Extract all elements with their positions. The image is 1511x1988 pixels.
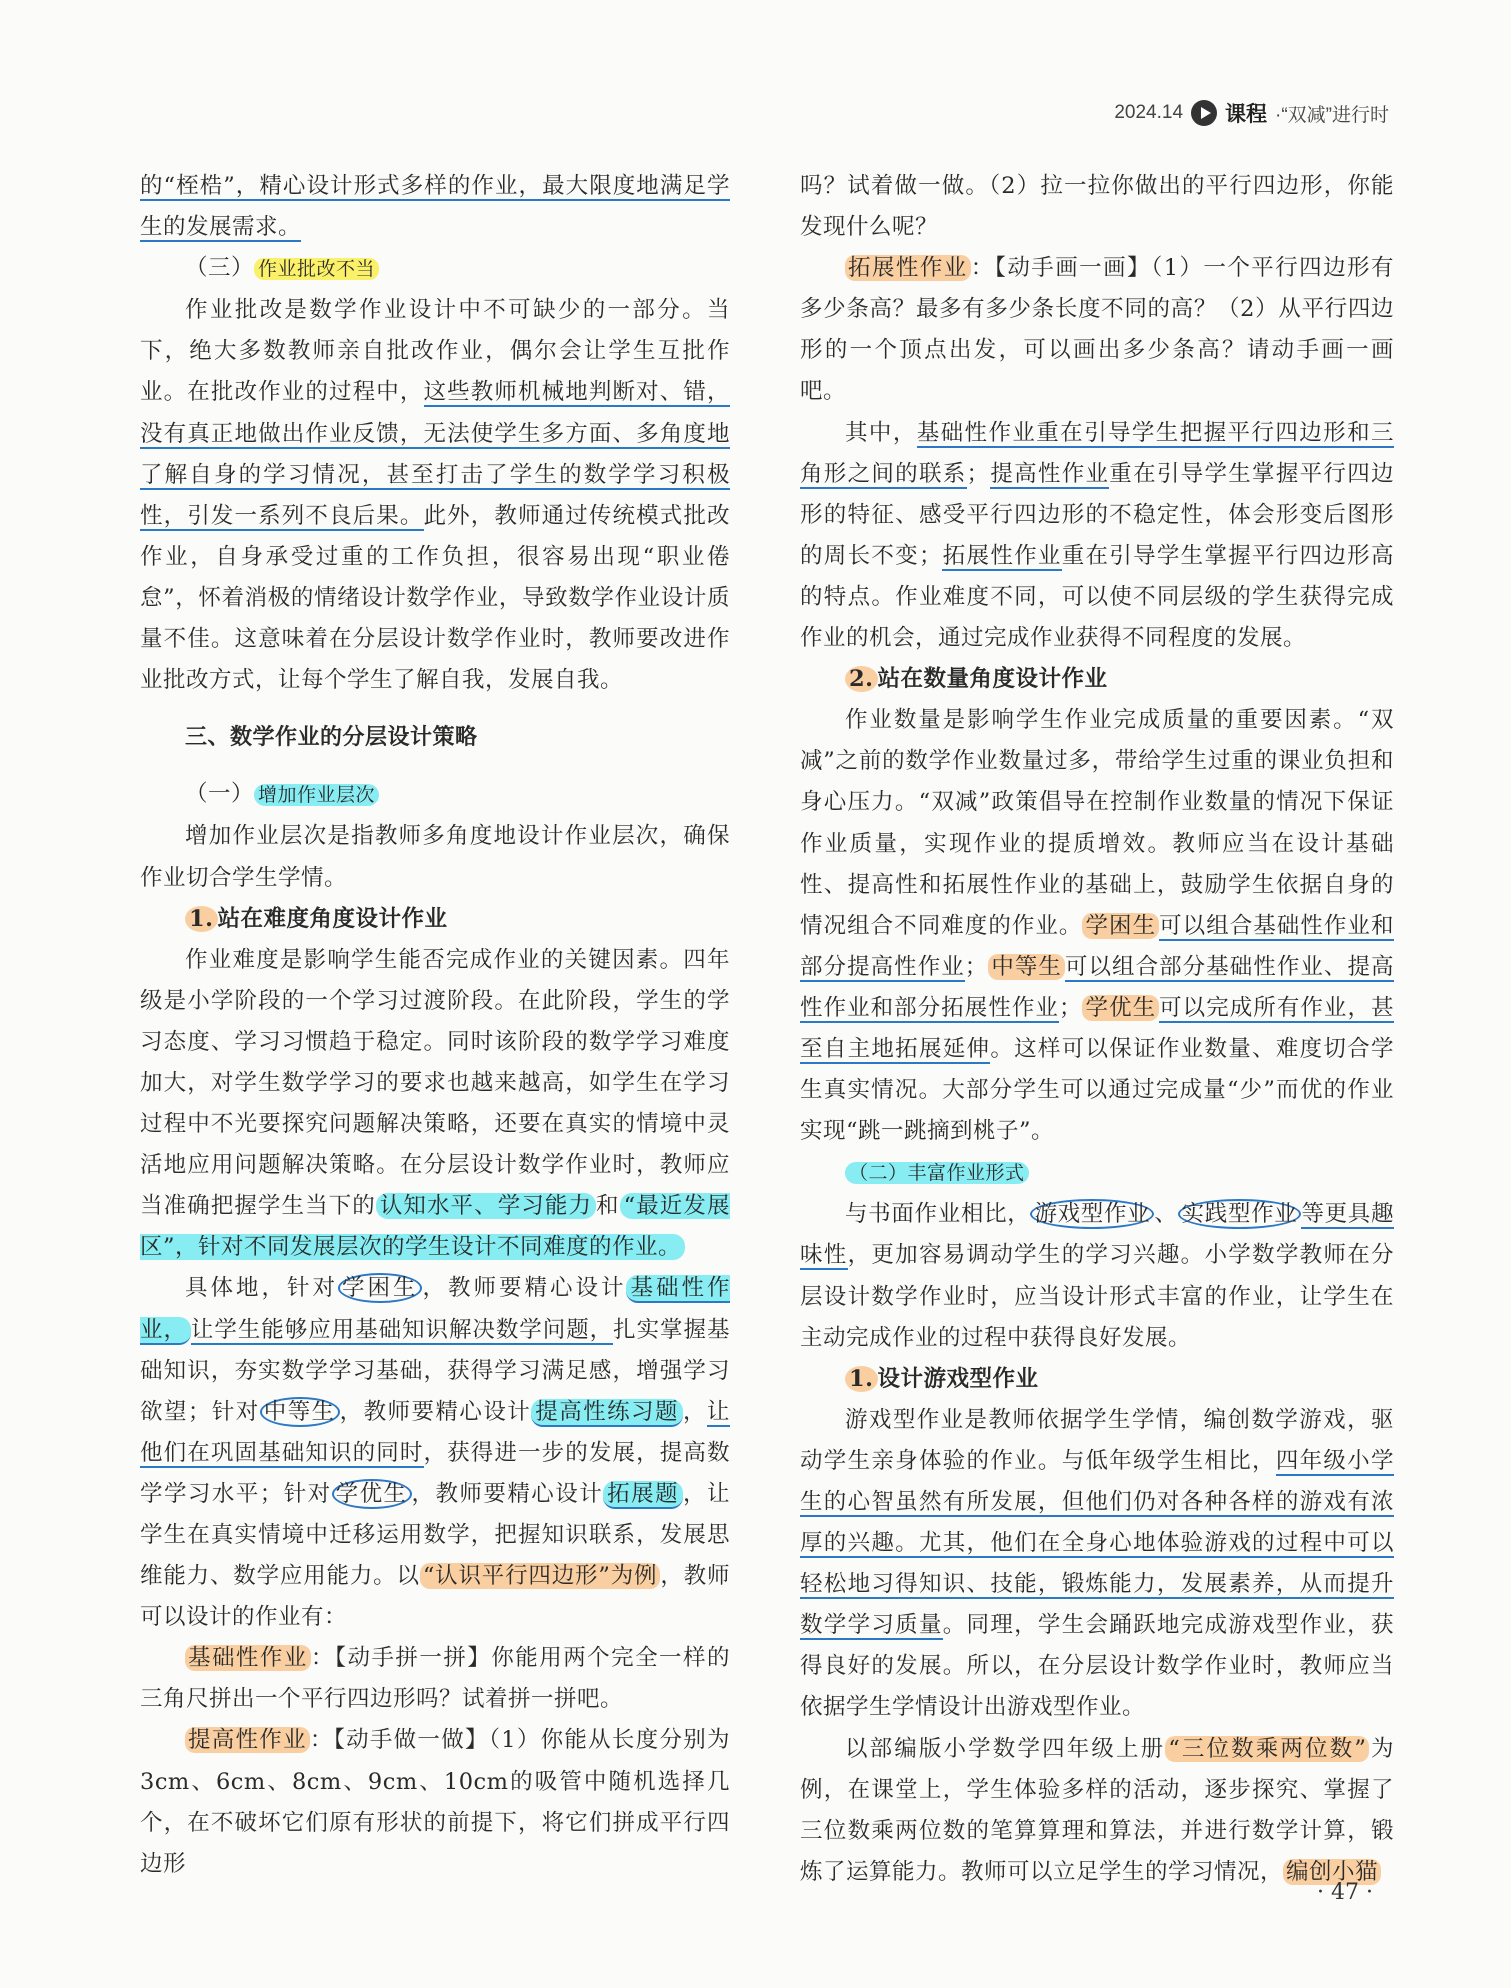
annotated-text: 的“桎梏”，精心设计形式多样的作业，最大限度地满足学生的发展需求。 [140,173,730,241]
text-run: 重在引导学生掌握平行四边形的特征、感受平行四边形的不稳定性，体会形变后图形的周长不变； [800,460,1394,569]
annotated-text: 认知水平、学习能力 [376,1193,596,1219]
text-run: （三） [185,255,255,282]
text-run: ，更加容易调动学生的学习兴趣。小学数学教师在分层设计数学作业时，应当设计形式丰富的作业，让学生在主动完成作业的过程中获得良好发展。 [800,1242,1394,1351]
text-run: 与书面作业相比， [845,1201,1031,1228]
text-run: 作业批改是数学作业设计中不可缺少的一部分。当下，绝大多数教师亲自批改作业，偶尔会让学生互批作业。在批改作业的过程中， [140,297,730,406]
left-column [140,166,730,1885]
annotated-text: 这些教师机械地判断对、错，没有真正地做出作业反馈，无法使学生多方面、多角度地了解自身的学习情况，甚至打击了学生的数学学习积极性，引发一系列不良后果。 [140,379,730,529]
left-paragraph [140,1268,730,1638]
running-header [1114,98,1389,128]
annotated-text: 提高性作业 [185,1727,310,1753]
annotated-text: 学优生 [1082,995,1159,1021]
text-run: 。这样可以保证作业数量、难度切合学生真实情况。大部分学生可以通过完成量“少”而优的作业实现“跳一跳摘到桃子”。 [800,1035,1394,1145]
text-run: ； [1058,994,1082,1021]
right-paragraph [800,1194,1394,1358]
text-run: ，让学生在真实情境中迁移运用数学，把握知识联系，发展思维能力、数学应用能力。以 [140,1480,730,1590]
text-run: ：【动手画一画】（1）一个平行四边形有多少条高？最多有多少条长度不同的高？（2）从平行四边形的一个顶点出发，可以画出多少条高？请动手画一画吧。 [800,255,1394,405]
right-paragraph [845,1152,1394,1194]
text-run: 此外，教师通过传统模式批改作业，自身承受过重的工作负担，很容易出现“职业倦怠”，怀着消极的情绪设计数学作业，导致数学作业设计质量不佳。这意味着在分层设计数学作业时，教师要改进作业批改方式，让每个学生了解自我，发展自我。 [140,502,730,694]
right-paragraph [800,1729,1394,1893]
play-icon [1191,100,1217,126]
annotated-text: 四年级小学生的心智虽然有所发展，但他们仍对各种各样的游戏有浓厚的兴趣。尤其，他们在全身心地体验游戏的过程中可以轻松地习得知识、技能，锻炼能力，发展素养，从而提升数学学习质量 [800,1447,1394,1639]
text-run: ，教师要精心设计 [422,1275,627,1302]
text-run: ； [964,953,988,980]
left-paragraph [140,166,730,248]
annotated-text: “最近发展区”，针对不同发展层次的学生设计不同难度的作业。 [140,1193,730,1261]
left-paragraph [185,717,730,758]
text-run: ，教师要精心设计 [411,1480,604,1507]
text-run: 站在数量角度设计作业 [877,666,1108,693]
annotated-text: 可以组合基础性作业和部分提高性作业 [800,912,1394,980]
text-run: ，教师可以设计的作业有： [140,1563,730,1631]
annotated-text: 增加作业层次 [254,784,379,806]
annotated-text: 让学生能够应用基础知识解决数学问题， [190,1316,614,1343]
annotated-text: 拓展性作业 [941,542,1062,569]
annotated-text: 基础性作业重在引导学生把握平行四边形和三角形之间的联系 [800,419,1394,487]
section-label: 课程 [1225,103,1268,126]
annotated-text: 可以组合部分基础性作业、提高性作业和部分拓展性作业 [800,953,1394,1021]
text-run: 和 [596,1193,620,1220]
annotated-text: 实践型作业 [1178,1199,1302,1229]
annotated-text: 学优生 [332,1479,412,1509]
annotated-text: （二）丰富作业形式 [845,1162,1029,1184]
annotated-text: 作业批改不当 [254,258,379,280]
annotated-text: 基础性作业， [140,1275,730,1343]
left-paragraph [140,816,730,898]
left-paragraph [140,1720,730,1884]
annotated-text: 拓展性作业 [845,255,971,281]
text-run: 站在难度角度设计作业 [217,905,448,932]
text-run: ，获得进一步的发展，提高数学学习水平；针对 [140,1439,730,1507]
annotated-text: 拓展题 [603,1481,683,1509]
text-run: ：【动手拼一拼】你能用两个完全一样的三角尺拼出一个平行四边形吗？试着拼一拼吧。 [140,1645,730,1713]
text-run: 其中， [845,419,917,446]
text-run: ，教师要精心设计 [339,1398,532,1425]
left-paragraph [140,940,730,1269]
text-run: 重在引导学生掌握平行四边形高的特点。作业难度不同，可以使不同层级的学生获得完成作业的机会，通过完成作业获得不同程度的发展。 [800,542,1394,652]
section-title: ·“双减”进行时 [1275,104,1389,126]
issue-number: 2024.14 [1114,102,1184,123]
text-run: （一） [185,781,255,808]
annotated-text: “三位数乘两位数” [1165,1736,1369,1762]
annotated-text: “认识平行四边形”为例 [420,1563,661,1589]
annotated-text: 2. [845,666,878,692]
annotated-text: 编创小猫 [1283,1859,1381,1885]
text-run: 设计游戏型作业 [877,1365,1039,1392]
text-run: 游戏型作业是教师依据学生学情，编创数学游戏，驱动学生亲身体验的作业。与低年级学生相比， [800,1406,1394,1474]
annotated-text: 基础性作业 [185,1645,311,1671]
annotated-text: 游戏型作业 [1030,1199,1154,1229]
left-paragraph [140,290,730,701]
right-paragraph [800,700,1394,1152]
annotated-text: 学困生 [338,1273,423,1303]
right-paragraph [800,166,1394,248]
annotated-text: 学困生 [1082,913,1159,939]
text-run: 为例，在课堂上，学生体验多样的活动，逐步探究、掌握了三位数乘两位数的笔算算理和算法，并进行数学计算，锻炼了运算能力。教师可以立足学生的学习情况， [800,1735,1394,1885]
left-paragraph [185,774,730,816]
text-run: 以部编版小学数学四年级上册 [845,1735,1166,1762]
annotated-text: 提高性练习题 [531,1399,683,1427]
text-run: ； [966,460,990,487]
annotated-text: 可以完成所有作业，甚至自主地拓展延伸 [800,994,1394,1062]
right-paragraph [800,1400,1394,1729]
text-run: 三、数学作业的分层设计策略 [185,725,478,751]
annotated-text: 中等生 [260,1397,340,1427]
right-paragraph [845,659,1394,700]
right-paragraph [845,1359,1394,1400]
text-run: 作业数量是影响学生作业完成质量的重要因素。“双减”之前的数学作业数量过多，带给学生过重的课业负担和身心压力。“双减”政策倡导在控制作业数量的情况下保证作业质量，实现作业的提质增效。教师应当在设计基础性、提高性和拓展性作业的基础上，鼓励学生依据自身的情况组合不同难度的作业。 [800,707,1394,939]
text-run: 具体地，针对 [185,1275,338,1302]
left-paragraph [140,1638,730,1720]
annotated-text: 让他们在巩固基础知识的同时 [140,1398,730,1466]
annotated-text: 1. [845,1366,878,1392]
annotated-text: 中等生 [988,954,1065,980]
annotated-text: 1. [185,906,218,932]
left-paragraph [185,248,730,290]
text-run: 吗？试着做一做。（2）拉一拉你做出的平行四边形，你能发现什么呢？ [800,173,1394,241]
text-run: 作业难度是影响学生能否完成作业的关键因素。四年级是小学阶段的一个学习过渡阶段。在此阶段，学生的学习态度、学习习惯趋于稳定。同时该阶段的数学学习难度加大，对学生数学学习的要求也越来越高，如学生在学习过程中不光要探究问题解决策略，还要在真实的情境中灵活地应用问题解决策略。在分层设计数学作业时，教师应当准确把握学生当下的 [140,946,730,1220]
page-number: · 47 · [1317,1880,1373,1905]
annotated-text: 等更具趣味性 [800,1201,1394,1269]
right-paragraph [800,413,1394,660]
right-paragraph [800,248,1394,412]
right-column [800,166,1394,1893]
text-run: 。同理，学生会踊跃地完成游戏型作业，获得良好的发展。所以，在分层设计数学作业时，教师应当依据学生学情设计出游戏型作业。 [800,1612,1394,1721]
text-run: 扎实掌握基础知识，夯实数学学习基础，获得学习满足感，增强学习欲望；针对 [140,1316,730,1425]
left-paragraph [185,899,730,940]
annotated-text: 提高性作业 [989,460,1110,487]
text-run: ：【动手做一做】（1）你能从长度分别为3cm、6cm、8cm、9cm、10cm的吸管中随机选择几个，在不破坏它们原有形状的前提下，将它们拼成平行四边形 [140,1727,730,1877]
text-run: 增加作业层次是指教师多角度地设计作业层次，确保作业切合学生学情。 [140,823,730,891]
text-run: ， [682,1398,707,1425]
text-run: 、 [1154,1201,1178,1228]
